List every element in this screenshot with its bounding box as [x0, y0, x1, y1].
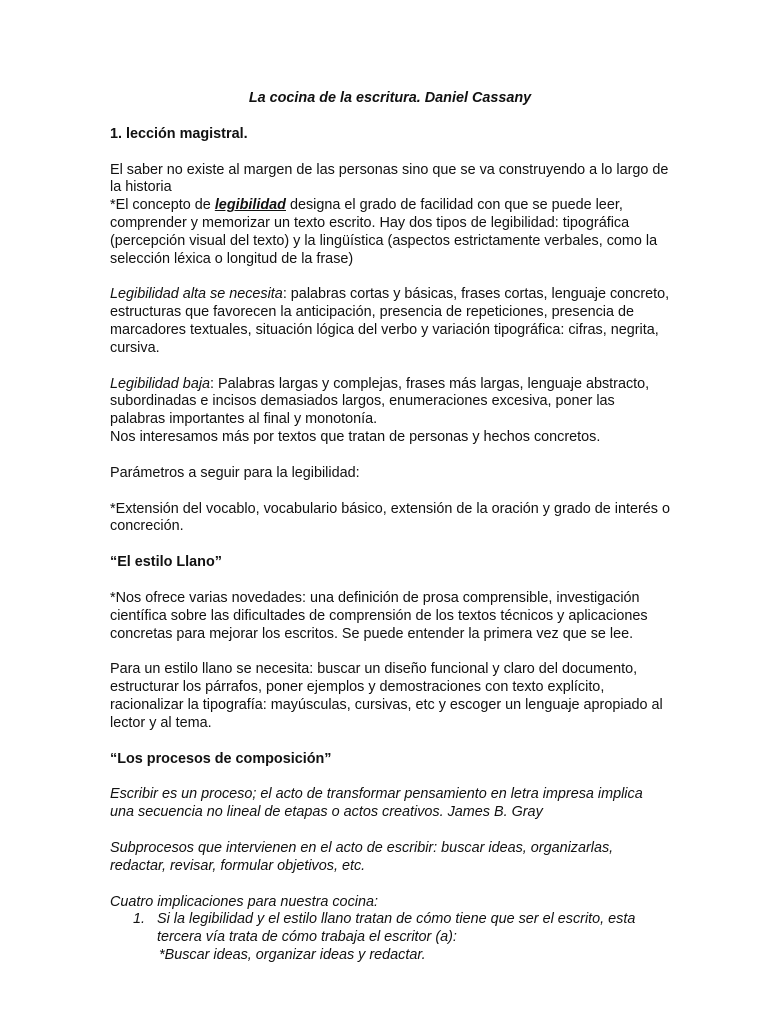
paragraph-saber: El saber no existe al margen de las personas sino que se va construyendo a lo largo de la historia — [110, 161, 669, 196]
paragraph-interes: Nos interesamos más por textos que tratan de personas y hechos concretos. — [110, 428, 601, 445]
paragraph-legibilidad-alta — [110, 286, 670, 357]
list-item-number: 1. — [133, 911, 146, 928]
paragraph-implicaciones: Cuatro implicaciones para nuestra cocina: — [110, 893, 378, 910]
paragraph-subprocesos: Subprocesos que intervienen en el acto de escribir: buscar ideas, organizarlas, redactar, revisar, formular objetivos, etc. — [110, 839, 614, 874]
list-item-text: Si la legibilidad y el estilo llano tratan de cómo tiene que ser el escrito, esta tercera vía trata de cómo trabaja el escritor (a): — [157, 911, 636, 946]
paragraph-legibilidad-baja — [110, 376, 670, 429]
document-title: La cocina de la escritura. Daniel Cassany — [248, 90, 532, 106]
label-legibilidad-alta: Legibilidad alta se necesita — [110, 286, 283, 303]
list-item — [110, 911, 670, 964]
paragraph-legibilidad-lead: *El concepto de — [110, 197, 215, 214]
paragraph-extension: *Extensión del vocablo, vocabulario básico, extensión de la oración y grado de interés o concreción. — [110, 500, 670, 535]
paragraph-estilo-llano: Para un estilo llano se necesita: buscar un diseño funcional y claro del documento, estructurar los párrafos, poner ejemplos y demostraciones con texto explícito, racionalizar la tipografía: mayúsculas, cursivas, etc y escoger un lenguaje apropiado al lector y al tema. — [110, 661, 663, 731]
text-legibilidad-alta: : palabras cortas y básicas, frases cortas, lenguaje concreto, estructuras que favorecen la anticipación, presencia de repeticiones, presencia de marcadores textuales, situación lógica del verbo y variación tipográfica: cifras, negrita, cursiva. — [110, 286, 670, 356]
list-item-subtext: *Buscar ideas, organizar ideas y redactar. — [159, 946, 426, 963]
text-legibilidad-baja: : Palabras largas y complejas, frases más largas, lenguaje abstracto, subordinadas e incisos demasiados largos, enumeraciones excesiva, poner las palabras importantes al final y monotonía. — [110, 375, 650, 428]
label-legibilidad-baja: Legibilidad baja — [110, 375, 211, 392]
section-heading-estilo-llano: “El estilo Llano” — [110, 554, 222, 571]
term-legibilidad: legibilidad — [214, 197, 286, 214]
section-heading-leccion: 1. lección magistral. — [110, 125, 248, 142]
section-heading-procesos: “Los procesos de composición” — [110, 750, 332, 767]
paragraph-novedades: *Nos ofrece varias novedades: una definición de prosa comprensible, investigación científica sobre las dificultades de comprensión de los textos técnicos y aplicaciones concretas para mejorar los escritos. Se puede entender la primera vez que se lee. — [110, 589, 648, 642]
paragraph-proceso-quote: Escribir es un proceso; el acto de transformar pensamiento en letra impresa implica una secuencia no lineal de etapas o actos creativos. James B. Gray — [110, 786, 643, 821]
paragraph-legibilidad — [110, 197, 670, 268]
paragraph-legibilidad-rest: designa el grado de facilidad con que se puede leer, comprender y memorizar un texto escrito. Hay dos tipos de legibilidad: tipográfica (percepción visual del texto) y la lingüística (aspectos estrictamente verbales, como la selección léxica o longitud de la frase) — [110, 197, 658, 267]
paragraph-parametros: Parámetros a seguir para la legibilidad: — [110, 464, 360, 481]
implicaciones-list — [110, 911, 670, 964]
document-page — [110, 90, 670, 965]
